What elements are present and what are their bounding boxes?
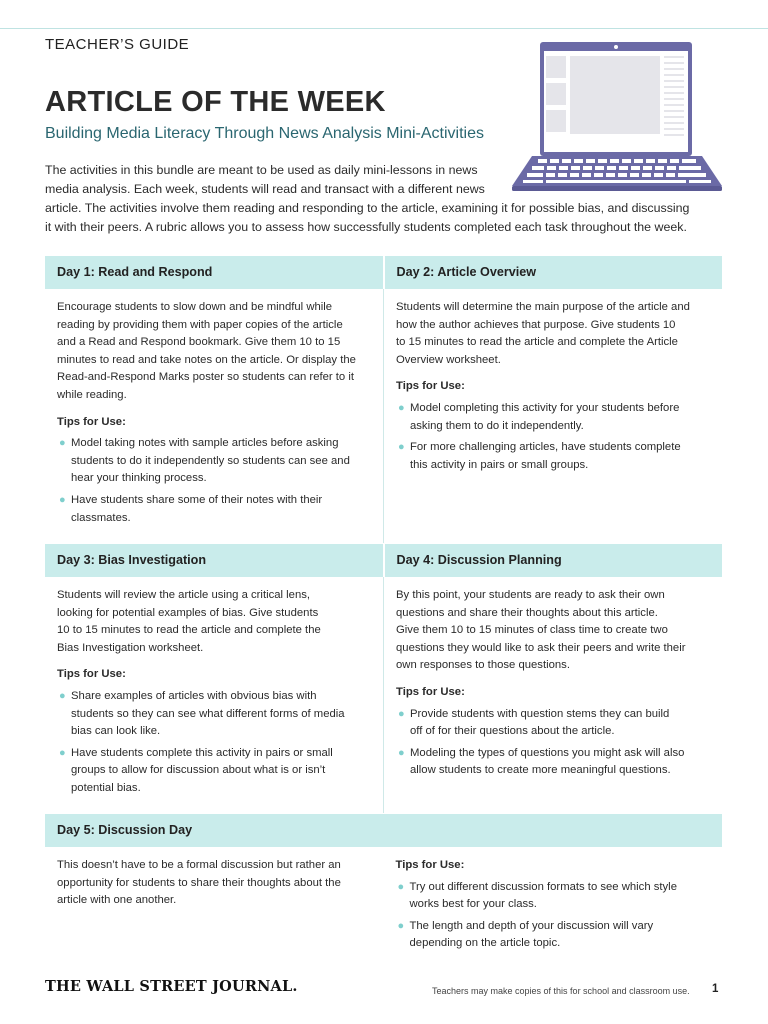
- text-line: Try out different discussion formats to see which style: [409, 880, 677, 893]
- tip-item: [57, 492, 371, 527]
- text-line: Model completing this activity for your students before: [410, 401, 680, 414]
- text-line: For more challenging articles, have students complete: [410, 441, 681, 454]
- bullet-icon: ●: [397, 919, 405, 932]
- day-5-cell: [45, 847, 384, 953]
- text-line: how the author achieves that purpose. Give students 10: [396, 318, 676, 331]
- top-rule: [0, 28, 768, 29]
- text-line: this activity in pairs or small groups.: [410, 458, 589, 471]
- tips-heading: Tips for Use:: [396, 380, 465, 393]
- text-line: Model taking notes with sample articles before asking: [71, 437, 339, 450]
- day-1-heading: Day 1: Read and Respond: [57, 265, 213, 279]
- text-line: and a Read and Respond bookmark. Give them 10 to 15: [57, 336, 341, 349]
- tips-heading: Tips for Use:: [396, 685, 465, 698]
- text-line: groups to allow for discussion about what is or isn’t: [71, 764, 326, 777]
- bullet-icon: ●: [398, 746, 405, 759]
- text-line: minutes to read and take notes on the article. Or display the: [57, 353, 356, 366]
- day-2-cell: [383, 289, 722, 543]
- text-line: 10 to 15 minutes to read the article and complete the: [57, 624, 321, 637]
- text-line: Modeling the types of questions you might ask will also: [410, 746, 685, 759]
- text-line: The length and depth of your discussion will vary: [409, 919, 654, 932]
- table-header-row: [45, 814, 722, 847]
- tips-list: [396, 706, 710, 780]
- text-line: article with one another.: [57, 894, 177, 907]
- bullet-icon: ●: [397, 880, 405, 893]
- day-1-cell: [45, 289, 383, 543]
- text-line: Have students complete this activity in pairs or small: [71, 746, 333, 759]
- table-body-row: [45, 289, 722, 543]
- text-line: asking them to do it independently.: [410, 419, 584, 432]
- text-line: questions and share their thoughts about this article.: [396, 606, 658, 619]
- text-line: off of for their questions about the article.: [410, 725, 615, 738]
- text-line: works best for your class.: [409, 898, 537, 911]
- text-line: hear your thinking process.: [71, 472, 207, 485]
- day-4-cell: [383, 577, 722, 813]
- day-5-heading: Day 5: Discussion Day: [57, 823, 193, 837]
- tip-item: [57, 688, 371, 741]
- day-2-description: [396, 299, 710, 369]
- text-line: opportunity for students to share their thoughts about the: [57, 876, 341, 889]
- text-line: Students will determine the main purpose of the article and: [396, 301, 690, 313]
- bullet-icon: ●: [59, 437, 66, 450]
- table-header-row: [45, 544, 722, 577]
- day-1-description: [57, 299, 371, 405]
- intro-line: The activities in this bundle are meant to be used as daily mini-lessons in news: [45, 163, 478, 177]
- text-line: allow students to create more meaningful questions.: [410, 764, 671, 777]
- text-line: Share examples of articles with obvious bias with: [71, 689, 317, 702]
- tip-item: [57, 745, 371, 798]
- text-line: reading by providing them with paper copies of the article: [57, 318, 343, 331]
- bullet-icon: ●: [59, 689, 66, 702]
- guide-label: TEACHER’S GUIDE: [45, 36, 190, 53]
- table-header-row: [45, 256, 722, 289]
- text-line: By this point, your students are ready to ask their own: [396, 589, 665, 601]
- intro-line: it with their peers. A rubric allows you to assess how successfully students completed each task throughout the week.: [45, 220, 687, 234]
- intro-line: article. The activities involve them reading and responding to the article, examining it for possible bias, and discussing: [45, 201, 690, 215]
- bullet-icon: ●: [59, 746, 66, 759]
- intro-line: media analysis. Each week, students will read and transact with a different news: [45, 182, 485, 196]
- day-3-heading: Day 3: Bias Investigation: [57, 553, 207, 567]
- tips-list: [396, 400, 710, 474]
- text-line: looking for potential examples of bias. Give students: [57, 606, 319, 619]
- text-line: while reading.: [57, 388, 127, 401]
- day-5-table: [45, 814, 722, 953]
- text-line: students so they can see what different forms of media: [71, 707, 345, 720]
- text-line: questions they would like to ask their peers and write their: [396, 641, 686, 654]
- text-line: This doesn’t have to be a formal discussion but rather an: [57, 859, 341, 871]
- tip-item: [57, 435, 371, 488]
- text-line: potential bias.: [71, 781, 141, 794]
- table-body-row: [45, 847, 722, 953]
- text-line: Students will review the article using a critical lens,: [57, 589, 311, 601]
- days-3-4-table: [45, 544, 722, 813]
- text-line: Give them 10 to 15 minutes of class time to create two: [396, 624, 668, 637]
- text-line: depending on the article topic.: [409, 937, 561, 950]
- text-line: to 15 minutes to read the article and complete the Article: [396, 336, 678, 349]
- text-line: students to do it independently so students can see and: [71, 454, 350, 467]
- page-subtitle: Building Media Literacy Through News Analysis Mini-Activities: [45, 125, 484, 142]
- text-line: own responses to those questions.: [396, 659, 570, 672]
- tips-heading: Tips for Use:: [395, 859, 465, 871]
- tip-item: [396, 439, 710, 474]
- text-line: Provide students with question stems they can build: [410, 707, 670, 720]
- tips-heading: Tips for Use:: [57, 668, 126, 681]
- bullet-icon: ●: [398, 707, 405, 720]
- text-line: Overview worksheet.: [396, 353, 501, 366]
- bullet-icon: ●: [398, 441, 405, 454]
- day-4-heading: Day 4: Discussion Planning: [383, 544, 723, 577]
- intro-paragraph: [45, 161, 720, 237]
- tips-list: [57, 688, 371, 798]
- tip-item: [396, 918, 711, 953]
- day-2-heading: Day 2: Article Overview: [383, 256, 723, 289]
- copy-permission-note: Teachers may make copies of this for school and classroom use.: [432, 986, 690, 996]
- tip-item: [396, 745, 710, 780]
- tips-heading: Tips for Use:: [57, 415, 126, 428]
- tip-item: [396, 706, 710, 741]
- text-line: Have students share some of their notes with their: [71, 493, 323, 506]
- tip-item: [396, 400, 710, 435]
- text-line: Read-and-Respond Marks poster so students can refer to it: [57, 371, 355, 384]
- day-3-cell: [45, 577, 383, 813]
- day-5-description: [57, 857, 372, 910]
- tips-list: [57, 435, 371, 527]
- text-line: Encourage students to slow down and be mindful while: [57, 301, 333, 313]
- table-body-row: [45, 577, 722, 813]
- text-line: Bias Investigation worksheet.: [57, 641, 204, 654]
- tip-item: [396, 879, 711, 914]
- page-title: ARTICLE OF THE WEEK: [45, 86, 386, 118]
- bullet-icon: ●: [59, 493, 66, 506]
- wsj-logo: THE WALL STREET JOURNAL.: [45, 978, 298, 995]
- days-1-2-table: [45, 256, 722, 543]
- day-3-description: [57, 587, 371, 657]
- tips-list: [396, 879, 711, 953]
- page-number: 1: [712, 983, 719, 995]
- day-5-tips-cell: [384, 847, 723, 953]
- bullet-icon: ●: [398, 401, 405, 414]
- text-line: bias can look like.: [71, 725, 161, 738]
- day-4-description: [396, 587, 710, 675]
- text-line: classmates.: [71, 511, 131, 524]
